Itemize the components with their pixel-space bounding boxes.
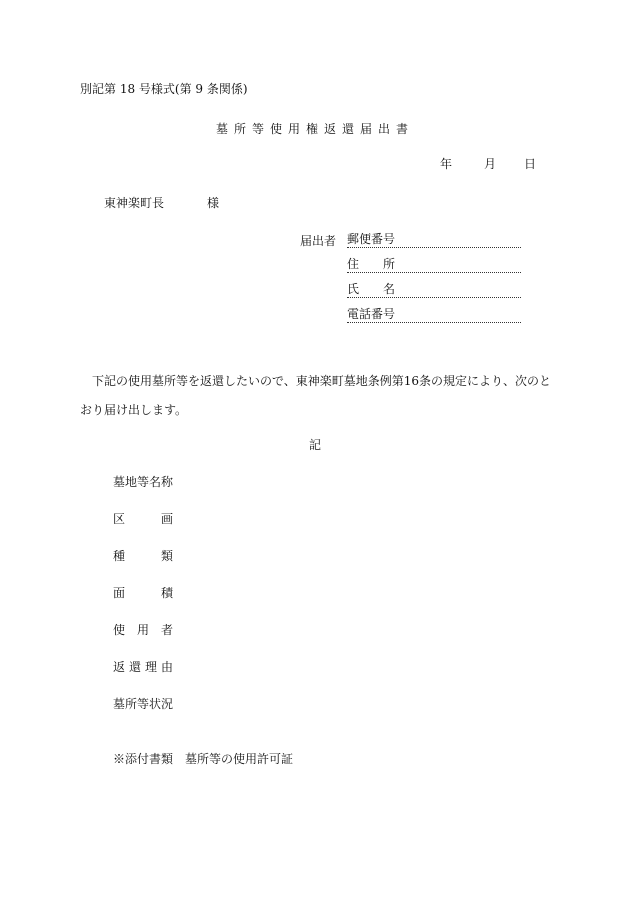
ki-heading: 記: [308, 438, 321, 452]
addressee-name: 東神楽町長: [104, 196, 165, 210]
item-label: 面積: [113, 586, 173, 600]
item-row-user: [113, 623, 173, 637]
form-code: 別記第 18 号様式(第 9 条関係): [80, 82, 248, 96]
address-field[interactable]: [347, 257, 521, 273]
item-row-type: [113, 549, 173, 563]
item-row-area: [113, 586, 173, 600]
body-text: 下記の使用墓所等を返還したいので、東神楽町墓地条例第16条の規定により、次のとおり届け出します。: [80, 374, 552, 417]
address-label: 住 所: [347, 257, 396, 271]
date-row: [440, 157, 536, 171]
item-label: 使用者: [113, 623, 173, 637]
phone-number-label: 電話番号: [347, 307, 396, 321]
addressee-honorific: 様: [207, 196, 220, 210]
postal-code-label: 郵便番号: [347, 232, 396, 246]
attachment-label: ※添付書類: [113, 752, 174, 766]
item-label: 墓地等名称: [113, 475, 174, 489]
name-label: 氏 名: [347, 282, 396, 296]
item-row-plot-condition: [113, 697, 173, 711]
date-year-label: 年: [440, 157, 453, 171]
item-label: 区画: [113, 512, 173, 526]
postal-code-field[interactable]: [347, 232, 521, 248]
date-day-label: 日: [524, 157, 537, 171]
item-label: 種類: [113, 549, 173, 563]
item-row-cemetery-name: [113, 475, 173, 489]
item-label: 墓所等状況: [113, 697, 174, 711]
date-month-label: 月: [484, 157, 497, 171]
phone-number-field[interactable]: [347, 307, 521, 323]
item-row-section: [113, 512, 173, 526]
item-label: 返還理由: [113, 660, 173, 674]
name-field[interactable]: [347, 282, 521, 298]
attachment-value: 墓所等の使用許可証: [185, 752, 294, 766]
attachment-note: [113, 752, 293, 766]
applicant-label: 届出者: [300, 234, 337, 248]
item-row-return-reason: [113, 660, 173, 674]
document-title: 墓所等使用権返還届出書: [215, 122, 414, 136]
